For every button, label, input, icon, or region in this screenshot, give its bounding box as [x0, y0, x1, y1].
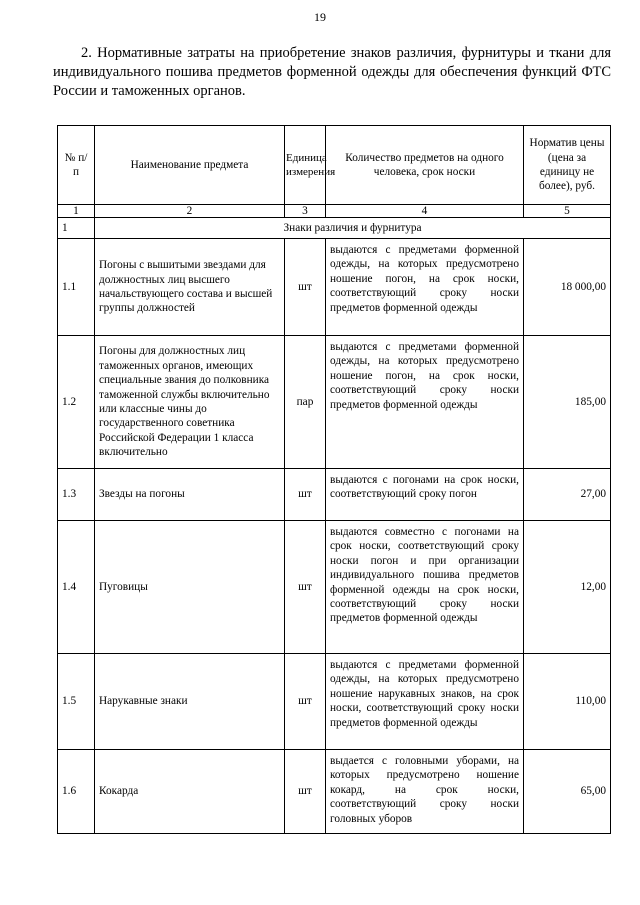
column-number: 4 [326, 205, 524, 218]
row-name: Погоны для должностных лиц таможенных органов, имеющих специальные звания до полковника таможенной службы включительно или классные чины до государственного советника Российской Федерации 1 класса включительно [95, 336, 285, 469]
row-price: 65,00 [524, 750, 611, 834]
row-num: 1.1 [58, 239, 95, 336]
heading-text: Нормативные затраты на приобретение знаков различия, фурнитуры и ткани для индивидуального пошива предметов форменной одежды для обеспечения функций ФТС России и таможенных органов. [53, 45, 611, 99]
column-number: 3 [285, 205, 326, 218]
table-row [58, 521, 611, 654]
table-row [58, 239, 611, 336]
row-name: Звезды на погоны [95, 469, 285, 521]
table-row [58, 654, 611, 750]
row-unit: шт [285, 521, 326, 654]
column-number: 2 [95, 205, 285, 218]
row-name: Нарукавные знаки [95, 654, 285, 750]
row-quantity: выдается с головными уборами, на которых предусмотрено ношение кокард, на срок носки, соответствующий сроку носки головных уборов [326, 750, 524, 834]
row-price: 185,00 [524, 336, 611, 469]
row-quantity: выдаются с предметами форменной одежды, на которых предусмотрено ношение погон, на срок носки, соответствующий сроку носки предметов форменной одежды [326, 336, 524, 469]
row-price: 18 000,00 [524, 239, 611, 336]
header-unit: Единица измерения [285, 126, 326, 205]
table-row [58, 750, 611, 834]
row-num: 1.3 [58, 469, 95, 521]
row-unit: пар [285, 336, 326, 469]
row-price: 110,00 [524, 654, 611, 750]
row-unit: шт [285, 750, 326, 834]
row-name: Погоны с вышитыми звездами для должностных лиц высшего начальствующего состава и высшей группы должностей [95, 239, 285, 336]
table-row [58, 336, 611, 469]
table-row [58, 469, 611, 521]
row-name: Кокарда [95, 750, 285, 834]
row-quantity: выдаются с предметами форменной одежды, на которых предусмотрено ношение нарукавных знаков, на срок носки, соответствующий сроку носки предметов форменной одежды [326, 654, 524, 750]
norms-table [57, 125, 611, 834]
heading-prefix: 2. [81, 45, 92, 61]
column-number: 1 [58, 205, 95, 218]
header-price: Норматив цены (цена за единицу не более), руб. [524, 126, 611, 205]
row-num: 1.5 [58, 654, 95, 750]
column-number: 5 [524, 205, 611, 218]
row-quantity: выдаются с предметами форменной одежды, на которых предусмотрено ношение погон, на срок носки, соответствующий сроку носки предметов форменной одежды [326, 239, 524, 336]
row-price: 27,00 [524, 469, 611, 521]
row-quantity: выдаются с погонами на срок носки, соответствующий сроку погон [326, 469, 524, 521]
row-name: Пуговицы [95, 521, 285, 654]
row-unit: шт [285, 239, 326, 336]
section-num: 1 [58, 218, 95, 239]
row-unit: шт [285, 469, 326, 521]
row-quantity: выдаются совместно с погонами на срок носки, соответствующий сроку носки погон и при организации индивидуального пошива предметов форменной одежды на срок носки, соответствующий сроку носки предметов форменной одежды [326, 521, 524, 654]
column-number-row [58, 205, 611, 218]
section-row [58, 218, 611, 239]
row-num: 1.4 [58, 521, 95, 654]
section-title: Знаки различия и фурнитура [95, 218, 611, 239]
row-num: 1.2 [58, 336, 95, 469]
header-num: № п/п [58, 126, 95, 205]
row-num: 1.6 [58, 750, 95, 834]
page-number: 19 [314, 10, 326, 24]
header-quantity: Количество предметов на одного человека, срок носки [326, 126, 524, 205]
row-price: 12,00 [524, 521, 611, 654]
table-header-row [58, 126, 611, 205]
row-unit: шт [285, 654, 326, 750]
section-heading [53, 44, 611, 101]
header-name: Наименование предмета [95, 126, 285, 205]
